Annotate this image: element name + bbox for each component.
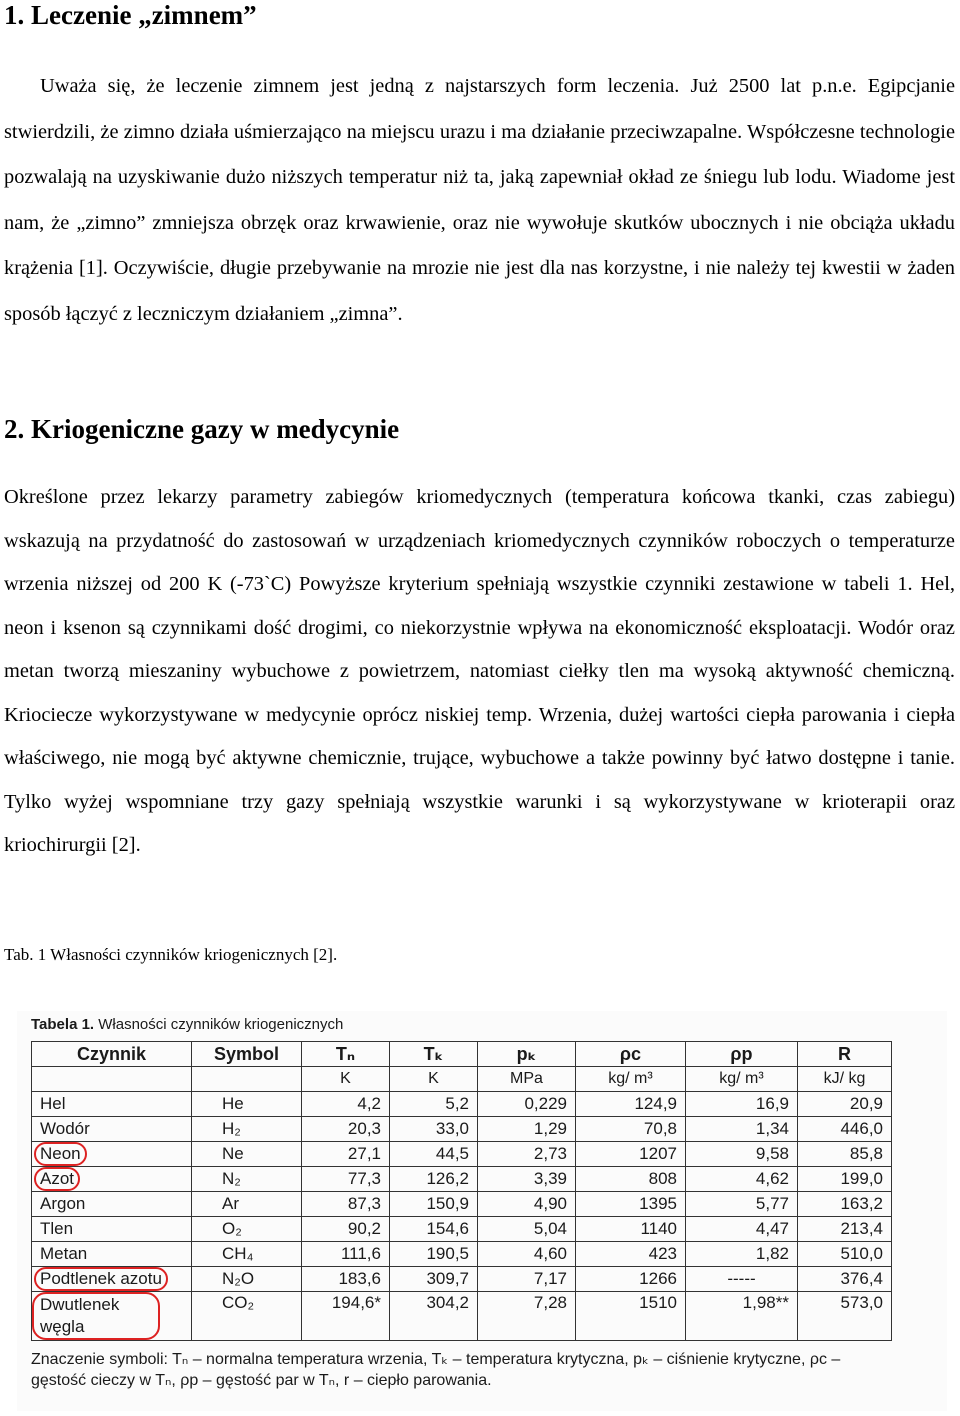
cell-symbol: Ar xyxy=(192,1192,302,1217)
cell-pk: 4,90 xyxy=(478,1192,576,1217)
cell-tn: 183,6 xyxy=(302,1267,390,1292)
cell-tk: 190,5 xyxy=(390,1242,478,1267)
cell-tn: 20,3 xyxy=(302,1117,390,1142)
cell-pk: 0,229 xyxy=(478,1092,576,1117)
cell-r: 199,0 xyxy=(798,1167,892,1192)
table-row xyxy=(32,1167,892,1192)
cell-tk: 44,5 xyxy=(390,1142,478,1167)
cell-rho-c: 1266 xyxy=(576,1267,686,1292)
cell-rho-p: 1,82 xyxy=(686,1242,798,1267)
cell-rho-c: 1140 xyxy=(576,1217,686,1242)
header-cell: Czynnik xyxy=(32,1042,192,1067)
cell-name xyxy=(32,1167,192,1192)
cell-tk: 126,2 xyxy=(390,1167,478,1192)
cell-tn: 27,1 xyxy=(302,1142,390,1167)
cell-tk: 309,7 xyxy=(390,1267,478,1292)
cell-pk: 7,17 xyxy=(478,1267,576,1292)
cell-symbol: H₂ xyxy=(192,1117,302,1142)
highlight-circle: Azot xyxy=(34,1167,80,1191)
header-cell: pₖ xyxy=(478,1042,576,1067)
cell-tn: 4,2 xyxy=(302,1092,390,1117)
scanned-table-title-text: Własności czynników kriogenicznych xyxy=(94,1016,344,1033)
scanned-table-title xyxy=(31,1015,343,1035)
table-row xyxy=(32,1142,892,1167)
cell-r: 163,2 xyxy=(798,1192,892,1217)
section-1-paragraph: Uważa się, że leczenie zimnem jest jedną z najstarszych form leczenia. Już 2500 lat p.n.e. Egipcjanie stwierdzili, że zimno działa uśmierzająco na miejscu urazu i ma działanie przeciwzapalne. Współczesne technologie pozwalają na uzyskiwanie dużo niższych temperatur niż ta, jaką zapewniał okład ze śniegu lub lodu. Wiadome jest nam, że „zimno” zmniejsza obrzęk oraz krwawienie, oraz nie wywołuje skutków ubocznych i nie obciąża układu krążenia [1]. Oczywiście, długie przebywanie na mrozie nie jest dla nas korzystne, i nie należy tej kwestii w żaden sposób łączyć z leczniczym działaniem „zimna”. xyxy=(4,75,955,325)
cell-rho-p: 4,47 xyxy=(686,1217,798,1242)
cell-pk: 3,39 xyxy=(478,1167,576,1192)
section-1-heading: 1. Leczenie „zimnem” xyxy=(4,0,257,30)
cell-name: Tlen xyxy=(32,1217,192,1242)
cell-name xyxy=(32,1292,192,1341)
cell-rho-c: 808 xyxy=(576,1167,686,1192)
cell-tn: 194,6* xyxy=(302,1292,390,1341)
cell-pk: 7,28 xyxy=(478,1292,576,1341)
cell-rho-c: 70,8 xyxy=(576,1117,686,1142)
table-row xyxy=(32,1217,892,1242)
header-cell: Tₙ xyxy=(302,1042,390,1067)
cell-rho-p: 4,62 xyxy=(686,1167,798,1192)
table-units-row xyxy=(32,1067,892,1092)
cell-rho-c: 1510 xyxy=(576,1292,686,1341)
cell-name: Wodór xyxy=(32,1117,192,1142)
header-cell: R xyxy=(798,1042,892,1067)
unit-cell xyxy=(32,1067,192,1092)
unit-cell: MPa xyxy=(478,1067,576,1092)
table-row xyxy=(32,1292,892,1341)
symbol-legend xyxy=(31,1349,931,1391)
cell-tk: 150,9 xyxy=(390,1192,478,1217)
cell-tn: 111,6 xyxy=(302,1242,390,1267)
cell-tk: 33,0 xyxy=(390,1117,478,1142)
cell-r: 213,4 xyxy=(798,1217,892,1242)
symbol-legend-line-1: Znaczenie symboli: Tₙ – normalna temperatura wrzenia, Tₖ – temperatura krytyczna, pₖ – ciśnienie krytyczne, ρc – xyxy=(31,1351,841,1368)
table-header-row xyxy=(32,1042,892,1067)
cell-tk: 304,2 xyxy=(390,1292,478,1341)
section-2-heading: 2. Kriogeniczne gazy w medycynie xyxy=(4,414,400,444)
cell-symbol: CH₄ xyxy=(192,1242,302,1267)
cell-r: 446,0 xyxy=(798,1117,892,1142)
cell-rho-p: 16,9 xyxy=(686,1092,798,1117)
table-row xyxy=(32,1192,892,1217)
cell-r: 573,0 xyxy=(798,1292,892,1341)
cell-pk: 5,04 xyxy=(478,1217,576,1242)
table-row xyxy=(32,1267,892,1292)
table-row xyxy=(32,1117,892,1142)
cell-r: 510,0 xyxy=(798,1242,892,1267)
cell-r: 376,4 xyxy=(798,1267,892,1292)
cell-symbol: N₂O xyxy=(192,1267,302,1292)
section-2-paragraph: Określone przez lekarzy parametry zabiegów kriomedycznych (temperatura końcowa tkanki, czas zabiegu) wskazują na przydatność do zastosowań w urządzeniach kriomedycznych czynników roboczych o temperaturze wrzenia niższej od 200 K (-73`C) Powyższe kryterium spełniają wszystkie czynniki zestawione w tabeli 1. Hel, neon i ksenon są czynnikami dość drogimi, co niekorzystnie wpływa na ekonomiczność eksploatacji. Wodór oraz metan tworzą mieszaniny wybuchowe z powietrzem, natomiast ciełky tlen ma wysoką aktywność chemiczną. Kriociecze wykorzystywane w medycynie oprócz niskiej temp. Wrzenia, dużej wartości ciepła parowania i ciepła właściwego, nie mogą być aktywne chemicznie, trujące, wybuchowe a także powinny być łatwo dostępne i tanie. Tylko wyżej wspomniane trzy gazy spełniają wszystkie warunki i są wykorzystywane w krioterapii oraz kriochirurgii [2]. xyxy=(4,486,955,856)
table-caption: Tab. 1 Własności czynników kriogenicznych [2]. xyxy=(4,945,338,964)
cell-name: Hel xyxy=(32,1092,192,1117)
unit-cell: K xyxy=(390,1067,478,1092)
cell-symbol: N₂ xyxy=(192,1167,302,1192)
unit-cell: kg/ m³ xyxy=(576,1067,686,1092)
header-cell: Tₖ xyxy=(390,1042,478,1067)
cell-rho-c: 1207 xyxy=(576,1142,686,1167)
cell-rho-c: 124,9 xyxy=(576,1092,686,1117)
cell-r: 20,9 xyxy=(798,1092,892,1117)
cell-name: Argon xyxy=(32,1192,192,1217)
cell-tn: 90,2 xyxy=(302,1217,390,1242)
cell-pk: 1,29 xyxy=(478,1117,576,1142)
unit-cell xyxy=(192,1067,302,1092)
scanned-table-title-label: Tabela 1. xyxy=(31,1016,95,1033)
cell-pk: 2,73 xyxy=(478,1142,576,1167)
unit-cell: kJ/ kg xyxy=(798,1067,892,1092)
cell-rho-p: 1,34 xyxy=(686,1117,798,1142)
cell-tk: 154,6 xyxy=(390,1217,478,1242)
cell-rho-p: 9,58 xyxy=(686,1142,798,1167)
highlight-circle: Dwutlenek węgla xyxy=(32,1292,160,1340)
cell-symbol: He xyxy=(192,1092,302,1117)
table-row xyxy=(32,1242,892,1267)
cell-rho-p: 1,98** xyxy=(686,1292,798,1341)
cell-pk: 4,60 xyxy=(478,1242,576,1267)
cell-rho-c: 423 xyxy=(576,1242,686,1267)
scanned-table-image xyxy=(17,1011,947,1411)
cell-symbol: CO₂ xyxy=(192,1292,302,1341)
unit-cell: kg/ m³ xyxy=(686,1067,798,1092)
cell-name: Metan xyxy=(32,1242,192,1267)
cell-r: 85,8 xyxy=(798,1142,892,1167)
header-cell: ρc xyxy=(576,1042,686,1067)
highlight-circle: Podtlenek azotu xyxy=(34,1267,168,1291)
cell-tn: 77,3 xyxy=(302,1167,390,1192)
cell-symbol: O₂ xyxy=(192,1217,302,1242)
table-row xyxy=(32,1092,892,1117)
cell-tn: 87,3 xyxy=(302,1192,390,1217)
highlight-circle: Neon xyxy=(34,1142,87,1166)
cryogen-properties-table xyxy=(31,1041,892,1341)
cell-name xyxy=(32,1142,192,1167)
cell-tk: 5,2 xyxy=(390,1092,478,1117)
cell-name xyxy=(32,1267,192,1292)
cell-symbol: Ne xyxy=(192,1142,302,1167)
header-cell: Symbol xyxy=(192,1042,302,1067)
unit-cell: K xyxy=(302,1067,390,1092)
symbol-legend-line-2: gęstość cieczy w Tₙ, ρp – gęstość par w Tₙ, r – ciepło parowania. xyxy=(31,1372,492,1389)
cell-rho-p: ----- xyxy=(686,1267,798,1292)
cell-rho-c: 1395 xyxy=(576,1192,686,1217)
cell-rho-p: 5,77 xyxy=(686,1192,798,1217)
header-cell: ρp xyxy=(686,1042,798,1067)
